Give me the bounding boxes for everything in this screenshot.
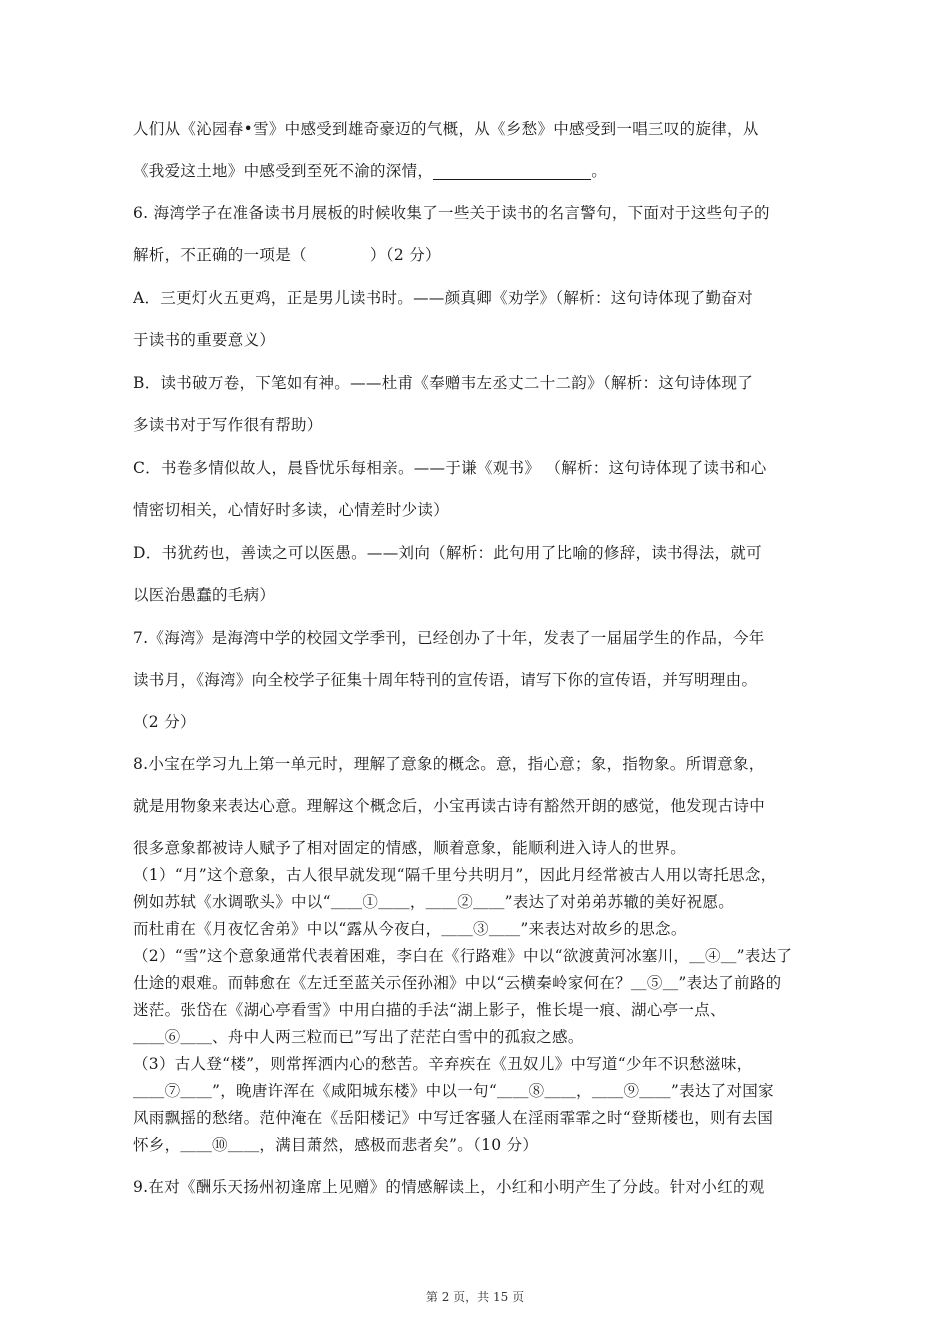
page-footer: 第 2 页，共 15 页 [425,1290,525,1304]
answer-blank [433,161,591,180]
text-line: （2）“雪”这个意象通常代表着困难，李白在《行路难》中以“欲渡黄河冰塞川，＿④＿”表达了 [133,947,793,965]
text-line: 就是用物象来表达心意。理解这个概念后，小宝再读古诗有豁然开朗的感觉，他发现古诗中 [133,797,766,815]
text-line: 迷茫。张岱在《湖心亭看雪》中用白描的手法“湖上影子，惟长堤一痕、湖心亭一点、 [133,1001,726,1019]
option-b-line: B．读书破万卷，下笔如有神。——杜甫《奉赠韦左丞丈二十二韵》（解析：这句诗体现了 [133,374,754,392]
text-segment: 。 [591,162,608,180]
text-line: ＿＿⑦＿＿”，晚唐许浑在《咸阳城东楼》中以一句“＿＿⑧＿＿，＿＿⑨＿＿”表达了对国家 [133,1082,774,1100]
text-line: （2 分） [133,713,196,731]
text-line: （1）“月”这个意象，古人很早就发现“隔千里兮共明月”，因此月经常被古人用以寄托思念， [133,866,777,884]
option-a-line: A．三更灯火五更鸡，正是男儿读书时。——颜真卿《劝学》（解析：这句诗体现了勤奋对 [133,289,753,307]
text-line: ＿＿⑥＿＿、舟中人两三粒而已”写出了茫茫白雪中的孤寂之感。 [133,1028,584,1046]
text-line: 人们从《沁园春•雪》中感受到雄奇豪迈的气概，从《乡愁》中感受到一唱三叹的旋律，从 [133,120,759,138]
text-line: 多读书对于写作很有帮助） [133,416,323,434]
text-line: （3）古人登“楼”，则常挥洒内心的愁苦。辛弃疾在《丑奴儿》中写道“少年不识愁滋味， [133,1055,753,1073]
option-c-line: C．书卷多情似故人，晨昏忧乐每相亲。——于谦《观书》 （解析：这句诗体现了读书和心 [133,459,767,477]
text-line: 仕途的艰难。而韩愈在《左迁至蓝关示侄孙湘》中以“云横秦岭家何在？＿⑤＿”表达了前路的 [133,974,782,992]
text-segment: 《我爱这土地》中感受到至死不渝的深情， [133,162,434,180]
page-content [133,116,823,1201]
text-line: 读书月，《海湾》向全校学子征集十周年特刊的宣传语，请写下你的宣传语，并写明理由。 [133,671,758,689]
option-d-line: D．书犹药也，善读之可以医愚。——刘向（解析：此句用了比喻的修辞，读书得法，就可 [133,544,762,562]
text-line: 以医治愚蠢的毛病） [133,586,276,604]
text-line: 于读书的重要意义） [133,331,276,349]
question-8-line: 8.小宝在学习九上第一单元时，理解了意象的概念。意，指心意；象，指物象。所谓意象， [133,755,765,773]
text-line: 情密切相关，心情好时多读，心情差时少读） [133,501,450,519]
text-line: 而杜甫在《月夜忆舍弟》中以“露从今夜白，＿＿③＿＿”来表达对故乡的思念。 [133,920,687,938]
text-line [133,158,823,185]
question-7-line: 7.《海湾》是海湾中学的校园文学季刊，已经创办了十年，发表了一届届学生的作品，今年 [133,629,765,647]
text-line: 风雨飘摇的愁绪。范仲淹在《岳阳楼记》中写迁客骚人在淫雨霏霏之时“登斯楼也，则有去国 [133,1109,774,1127]
text-line: 例如苏轼《水调歌头》中以“＿＿①＿＿，＿＿②＿＿”表达了对弟弟苏辙的美好祝愿。 [133,893,735,911]
question-6-line: 6. 海湾学子在准备读书月展板的时候收集了一些关于读书的名言警句，下面对于这些句子的 [133,204,770,222]
text-line: 解析，不正确的一项是（ ）（2 分） [133,246,441,264]
text-line: 怀乡，＿＿⑩＿＿，满目萧然，感极而悲者矣”。（10 分） [133,1136,539,1154]
question-9-line: 9.在对《酬乐天扬州初逢席上见赠》的情感解读上，小红和小明产生了分歧。针对小红的观 [133,1178,765,1196]
text-line: 很多意象都被诗人赋予了相对固定的情感，顺着意象，能顺利进入诗人的世界。 [133,839,687,857]
